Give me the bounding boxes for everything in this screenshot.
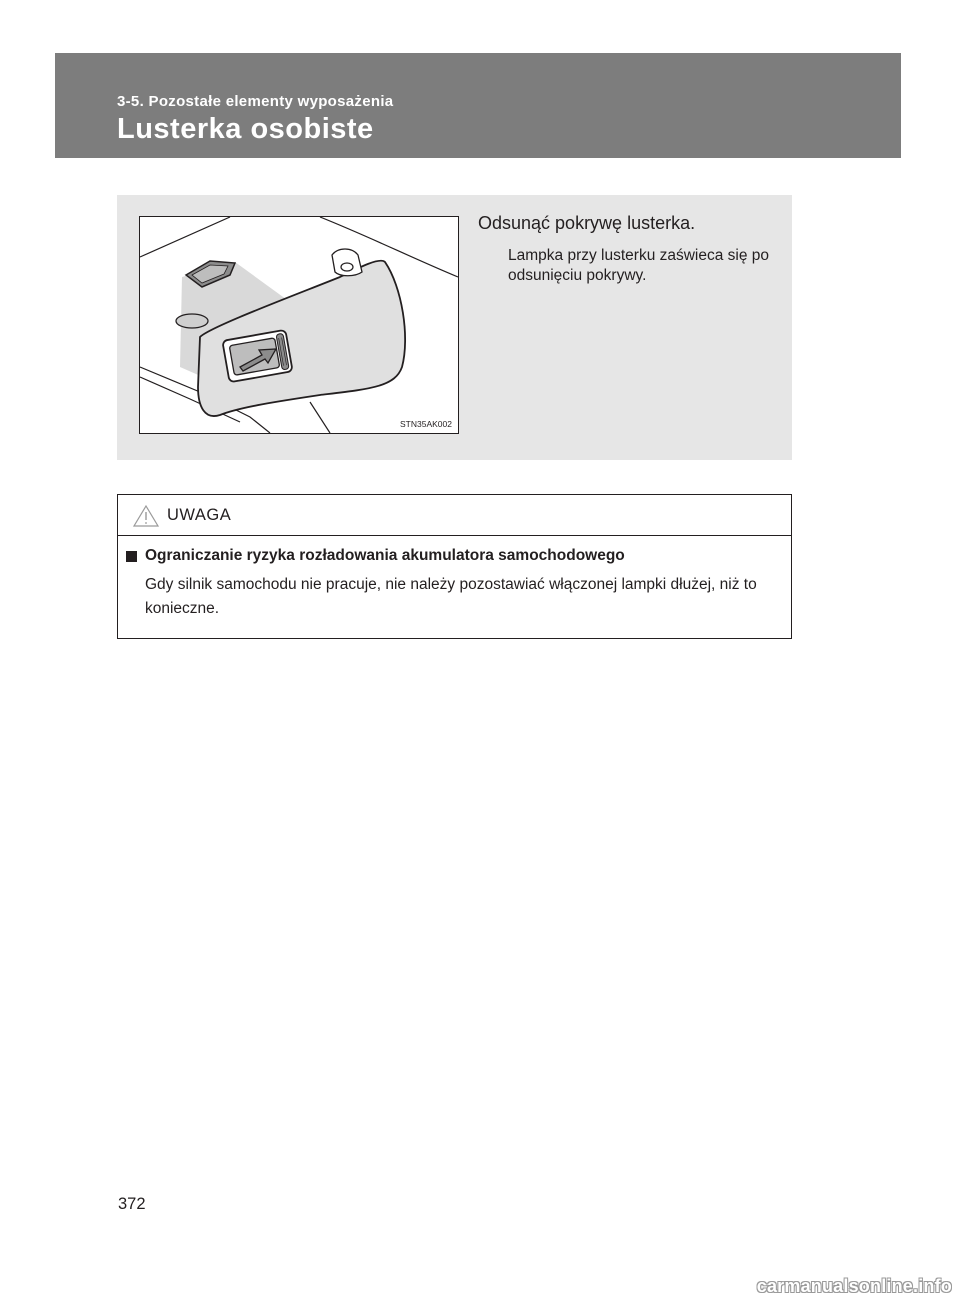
watermark-link[interactable]: carmanualsonline.info xyxy=(756,1276,952,1296)
chapter-header-bar xyxy=(55,53,901,158)
page-number: 372 xyxy=(118,1195,146,1213)
step-instruction: Odsunąć pokrywę lusterka. xyxy=(478,213,696,233)
caution-title: UWAGA xyxy=(167,506,232,524)
step-detail: Lampka przy lusterku zaświeca się po odsunięciu pokrywy. xyxy=(508,247,770,284)
vanity-mirror-illustration xyxy=(139,216,459,434)
section-label: 3-5. Pozostałe elementy wyposażenia xyxy=(117,93,394,110)
visor-hinge xyxy=(176,314,208,328)
bullet-square-icon xyxy=(126,551,137,562)
caution-body: Gdy silnik samochodu nie pracuje, nie należy pozostawiać włączonej lampki dłużej, niż to konieczne. xyxy=(145,576,757,617)
warning-triangle-icon xyxy=(132,504,160,533)
caution-header xyxy=(118,495,791,536)
page-title: Lusterka osobiste xyxy=(117,113,374,145)
caution-box xyxy=(117,494,792,639)
caution-heading: Ograniczanie ryzyka rozładowania akumulatora samochodowego xyxy=(145,547,625,564)
sun-visor-drawing xyxy=(140,217,458,433)
figure-code: STN35AK002 xyxy=(400,419,452,429)
instruction-panel xyxy=(117,195,792,460)
